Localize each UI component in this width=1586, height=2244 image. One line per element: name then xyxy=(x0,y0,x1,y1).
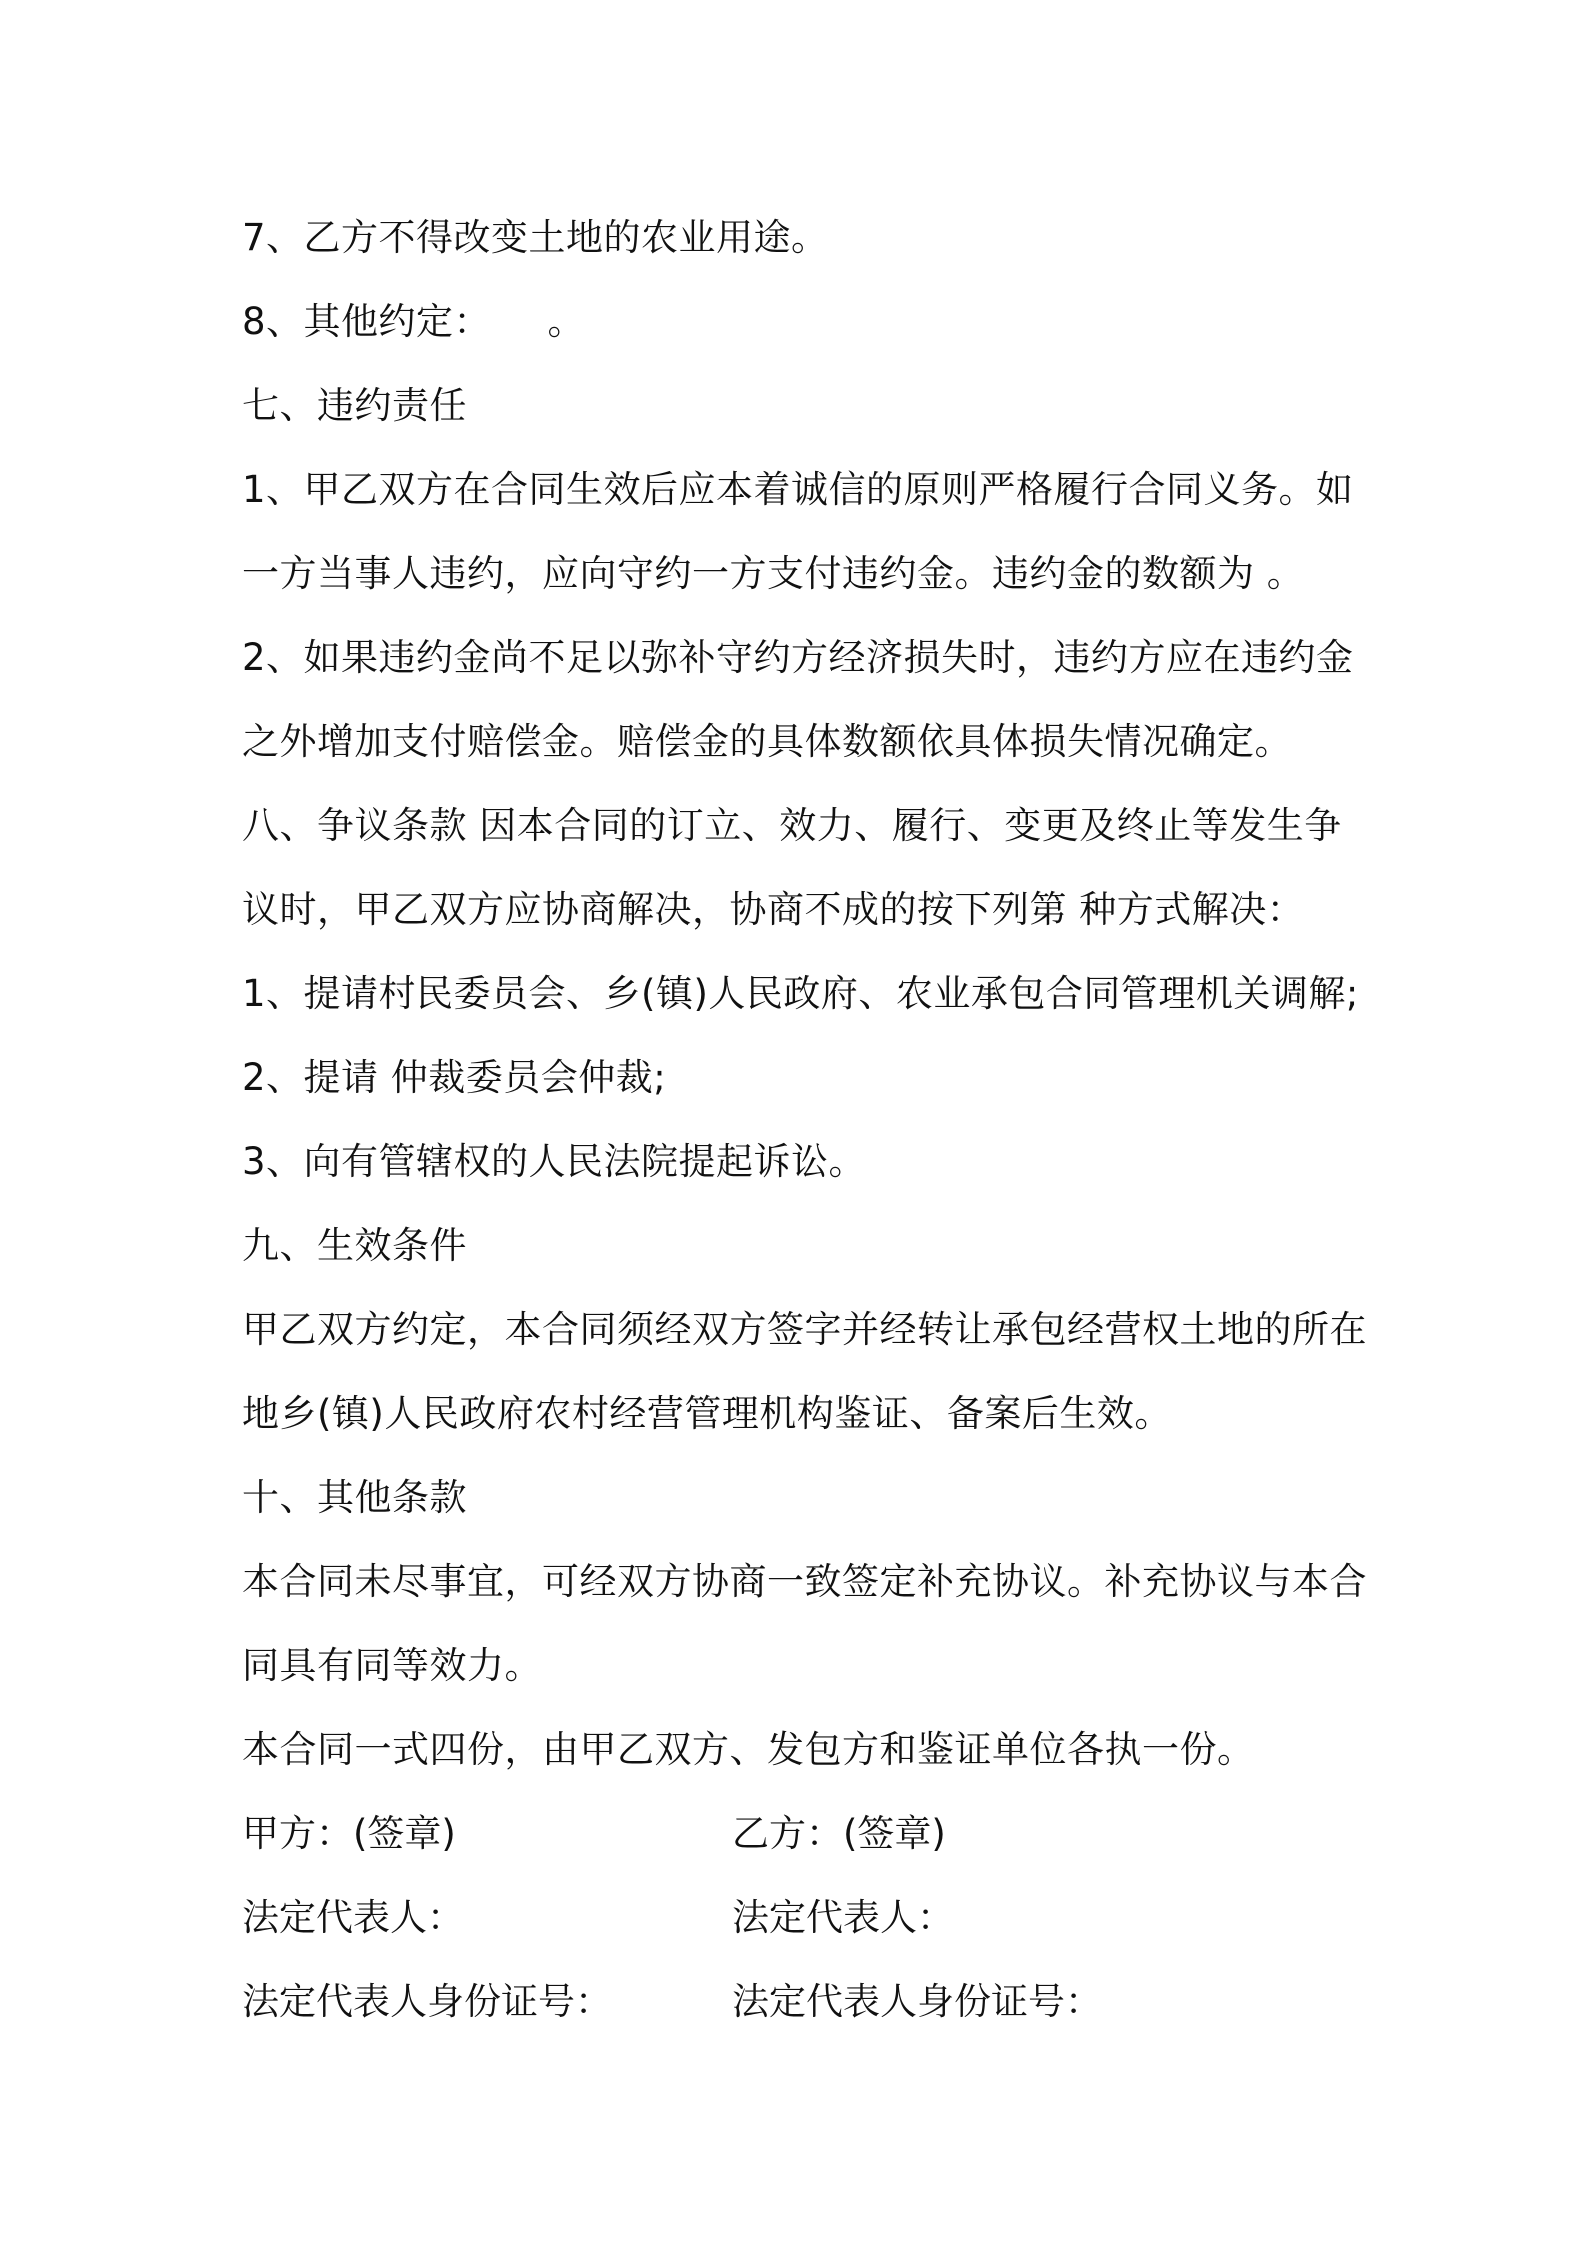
clause-7-no-change-use: 7、乙方不得改变土地的农业用途。 xyxy=(242,216,829,259)
other-text-line-2: 同具有同等效力。 xyxy=(242,1644,542,1687)
dispute-text-line-2: 议时，甲乙双方应协商解决，协商不成的按下列第 种方式解决： xyxy=(242,888,1305,931)
document-body xyxy=(242,196,1367,2044)
section-heading-effective: 九、生效条件 xyxy=(242,1224,467,1267)
breach-clause-2-line-2: 之外增加支付赔偿金。赔偿金的具体数额依具体损失情况确定。 xyxy=(242,720,1292,763)
party-b-id-number-label: 法定代表人身份证号： xyxy=(732,1980,1102,2023)
section-heading-other: 十、其他条款 xyxy=(242,1476,467,1519)
party-b-seal-label: 乙方：(签章) xyxy=(732,1812,946,1855)
dispute-option-3: 3、向有管辖权的人民法院提起诉讼。 xyxy=(242,1140,867,1183)
other-text-line-1: 本合同未尽事宜，可经双方协商一致签定补充协议。补充协议与本合 xyxy=(242,1560,1367,1603)
signature-row-seal xyxy=(242,1792,1362,1876)
section-heading-dispute: 八、争议条款 因本合同的订立、效力、履行、变更及终止等发生争 xyxy=(242,804,1342,847)
copies-statement: 本合同一式四份，由甲乙双方、发包方和鉴证单位各执一份。 xyxy=(242,1728,1255,1771)
party-b-representative-label: 法定代表人： xyxy=(732,1896,954,1939)
breach-clause-1-line-1: 1、甲乙双方在合同生效后应本着诚信的原则严格履行合同义务。如 xyxy=(242,468,1354,511)
party-a-representative-label: 法定代表人： xyxy=(242,1896,464,1939)
party-a-id-number-label: 法定代表人身份证号： xyxy=(242,1980,612,2023)
dispute-option-2: 2、提请 仲裁委员会仲裁; xyxy=(242,1056,667,1099)
signature-row-id-number xyxy=(242,1960,1362,2044)
clause-8-other-agreement: 8、其他约定： 。 xyxy=(242,300,586,343)
section-heading-breach: 七、违约责任 xyxy=(242,384,467,427)
signature-row-representative xyxy=(242,1876,1362,1960)
breach-clause-2-line-1: 2、如果违约金尚不足以弥补守约方经济损失时，违约方应在违约金 xyxy=(242,636,1354,679)
party-a-seal-label: 甲方：(签章) xyxy=(242,1812,456,1855)
effective-text-line-2: 地乡(镇)人民政府农村经营管理机构鉴证、备案后生效。 xyxy=(242,1392,1172,1435)
dispute-option-1: 1、提请村民委员会、乡(镇)人民政府、农业承包合同管理机关调解; xyxy=(242,972,1359,1015)
effective-text-line-1: 甲乙双方约定，本合同须经双方签字并经转让承包经营权土地的所在 xyxy=(242,1308,1367,1351)
breach-clause-1-line-2: 一方当事人违约，应向守约一方支付违约金。违约金的数额为 。 xyxy=(242,552,1305,595)
